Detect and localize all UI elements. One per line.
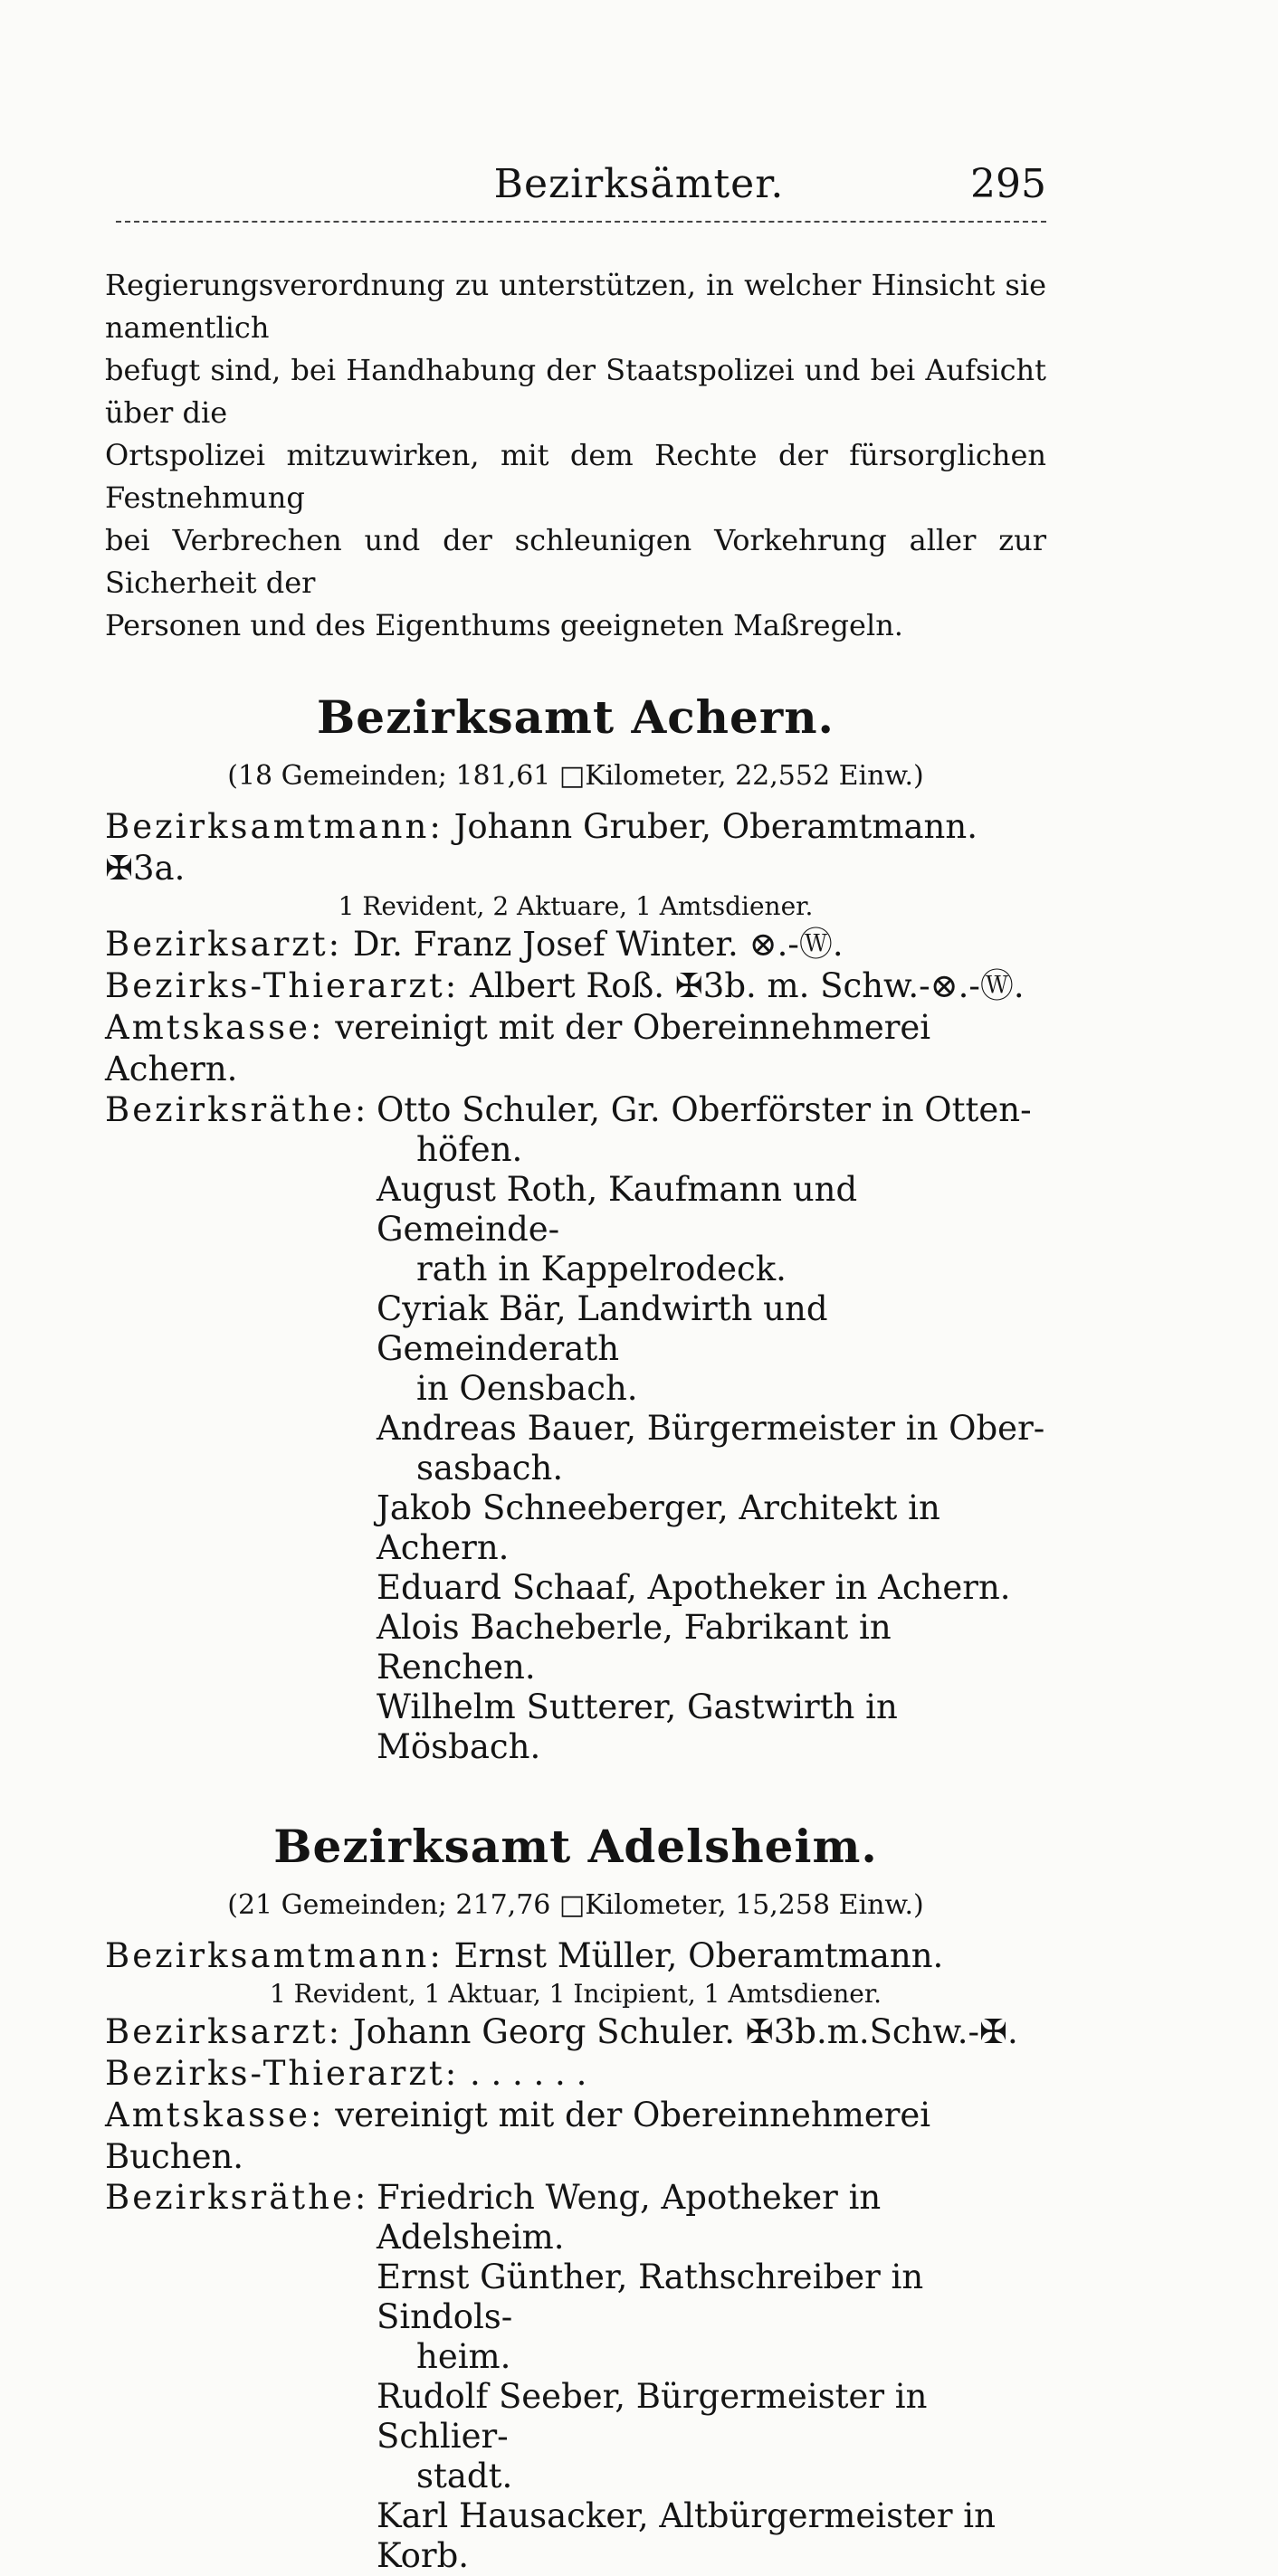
councillor-continuation: rath in Kappelrodeck. xyxy=(416,1250,787,1288)
entry-arzt xyxy=(105,2011,1046,2053)
entry-label: Bezirksamtmann: xyxy=(105,1936,443,1975)
councillor-continuation: stadt. xyxy=(416,2457,513,2495)
entry-label: Bezirksarzt: xyxy=(105,925,343,964)
entry-amtskasse xyxy=(105,2095,1046,2178)
councillor-line: Ernst Günther, Rathschreiber in Sindols- xyxy=(377,2258,924,2336)
section-title-achern: Bezirksamt Achern. xyxy=(317,690,835,744)
entry-label: Amtskasse: xyxy=(105,2096,325,2134)
entry-value: Albert Roß. ✠3b. m. Schw.-⊗.-Ⓦ. xyxy=(469,966,1025,1005)
councillor-line: Friedrich Weng, Apotheker in Adelsheim. xyxy=(377,2178,882,2257)
page-number: 295 xyxy=(970,161,1046,207)
section-adelsheim xyxy=(105,1820,1046,2576)
councillor-line: Wilhelm Sutterer, Gastwirth in Mösbach. xyxy=(377,1687,898,1766)
entry-value: Johann Gruber, Oberamtmann. ✠3a. xyxy=(105,807,978,888)
text-body xyxy=(105,264,1046,2576)
entry-label: Amtskasse: xyxy=(105,1008,325,1047)
councillor-continuation: in Oensbach. xyxy=(416,1369,638,1408)
intro-line: bei Verbrechen und der schleunigen Vorkehrung aller zur Sicherheit der xyxy=(105,523,1046,600)
councillor-line: Andreas Bauer, Bürgermeister in Ober- xyxy=(377,1409,1045,1448)
councillors-label: Bezirksräthe: xyxy=(105,2178,369,2217)
header-rule xyxy=(116,221,1046,223)
entry-value: Ernst Müller, Oberamtmann. xyxy=(453,1936,944,1975)
entry-label: Bezirks-Thierarzt: xyxy=(105,2054,460,2093)
entry-value: . . . . . . xyxy=(469,2054,587,2093)
entry-label: Bezirksarzt: xyxy=(105,2012,343,2051)
councillor-continuation: heim. xyxy=(416,2337,511,2376)
entry-value: vereinigt mit der Obereinnehmerei Buchen. xyxy=(105,2096,931,2176)
intro-paragraph xyxy=(105,264,1046,647)
section-stats-achern: (18 Gemeinden; 181,61 □Kilometer, 22,552 Einw.) xyxy=(227,760,924,792)
entry-value: Johann Georg Schuler. ✠3b.m.Schw.-✠. xyxy=(352,2012,1018,2051)
councillor-line: Eduard Schaaf, Apotheker in Achern. xyxy=(377,1568,1011,1607)
section-achern xyxy=(105,690,1046,1767)
councillor-line: Jakob Schneeberger, Architekt in Achern. xyxy=(377,1488,940,1567)
entry-arzt xyxy=(105,924,1046,965)
councillor-line: Cyriak Bär, Landwirth und Gemeinderath xyxy=(377,1289,828,1368)
councillor-line: Karl Hausacker, Altbürgermeister in Korb. xyxy=(377,2496,996,2575)
entry-value: Dr. Franz Josef Winter. ⊗.-Ⓦ. xyxy=(352,925,844,964)
entry-thierarzt xyxy=(105,2053,1046,2095)
entry-thierarzt xyxy=(105,965,1046,1007)
councillor-line: August Roth, Kaufmann und Gemeinde- xyxy=(377,1170,858,1249)
section-title-adelsheim: Bezirksamt Adelsheim. xyxy=(273,1820,878,1873)
entry-amtmann xyxy=(105,1935,1046,1977)
intro-line: Personen und des Eigenthums geeigneten Maßregeln. xyxy=(105,608,903,642)
councillor-continuation: sasbach. xyxy=(416,1449,564,1488)
section-stats-adelsheim: (21 Gemeinden; 217,76 □Kilometer, 15,258 Einw.) xyxy=(227,1889,924,1921)
entry-label: Bezirksamtmann: xyxy=(105,807,443,846)
staff-line: 1 Revident, 1 Aktuar, 1 Incipient, 1 Amtsdiener. xyxy=(269,1979,882,2009)
staff-line: 1 Revident, 2 Aktuare, 1 Amtsdiener. xyxy=(338,891,814,921)
intro-line: Regierungsverordnung zu unterstützen, in welcher Hinsicht sie namentlich xyxy=(105,268,1046,345)
entry-value: vereinigt mit der Obereinnehmerei Achern. xyxy=(105,1008,931,1088)
intro-line: Ortspolizei mitzuwirken, mit dem Rechte der fürsorglichen Festnehmung xyxy=(105,438,1046,515)
councillors-label: Bezirksräthe: xyxy=(105,1090,369,1129)
entry-amtskasse xyxy=(105,1007,1046,1090)
running-header-title: Bezirksämter. xyxy=(493,161,785,207)
intro-line: befugt sind, bei Handhabung der Staatspolizei und bei Aufsicht über die xyxy=(105,353,1046,430)
entry-amtmann xyxy=(105,806,1046,889)
councillor-line: Otto Schuler, Gr. Oberförster in Otten- xyxy=(377,1090,1032,1129)
entry-label: Bezirks-Thierarzt: xyxy=(105,966,460,1005)
councillors-list xyxy=(377,1090,1046,1767)
councillor-line: Rudolf Seeber, Bürgermeister in Schlier- xyxy=(377,2377,928,2456)
councillors-list xyxy=(377,2178,1046,2576)
councillor-line: Alois Bacheberle, Fabrikant in Renchen. xyxy=(377,1608,892,1687)
councillors-achern xyxy=(105,1090,1046,1767)
councillors-adelsheim xyxy=(105,2178,1046,2576)
councillor-continuation: höfen. xyxy=(416,1130,523,1169)
